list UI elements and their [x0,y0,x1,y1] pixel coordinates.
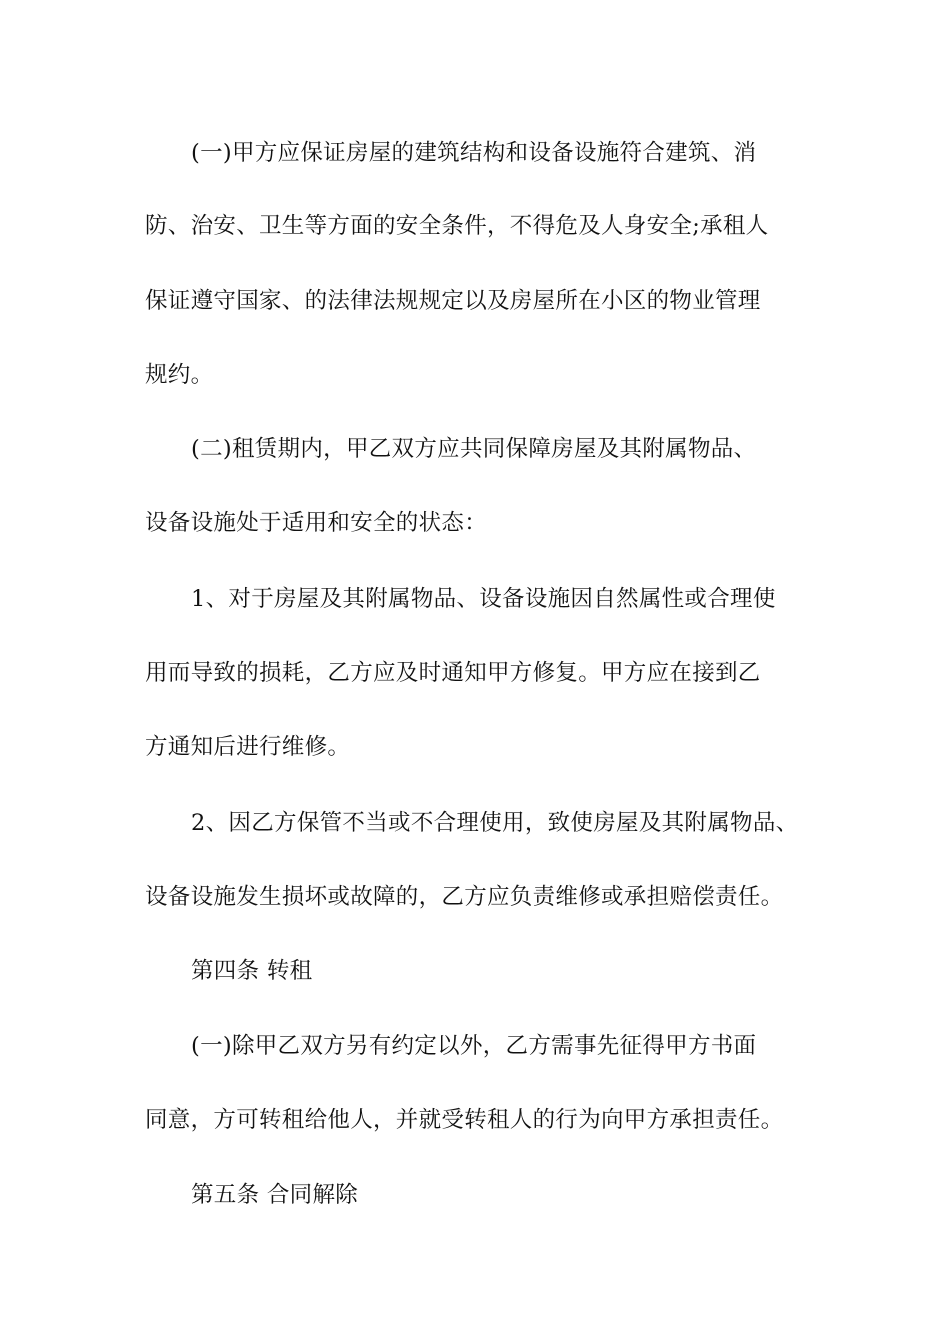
clause-2-paragraph-line-1: (二)租赁期内，甲乙双方应共同保障房屋及其附属物品、 [191,436,757,462]
clause-2-paragraph-line-2: 设备设施处于适用和安全的状态： [145,510,488,536]
clause-1-paragraph-line-1: (一)甲方应保证房屋的建筑结构和设备设施符合建筑、消 [191,140,757,166]
clause-1-paragraph-line-3: 保证遵守国家、的法律法规规定以及房屋所在小区的物业管理 [145,288,761,314]
item-2-paragraph-line-1: 2、因乙方保管不当或不合理使用，致使房屋及其附属物品、 [191,810,799,836]
item-1-paragraph-line-1: 1、对于房屋及其附属物品、设备设施因自然属性或合理使 [191,586,776,612]
item-1-paragraph-line-2: 用而导致的损耗，乙方应及时通知甲方修复。甲方应在接到乙 [145,660,761,686]
clause-1-paragraph-line-2: 防、治安、卫生等方面的安全条件，不得危及人身安全;承租人 [145,213,769,239]
article-4-heading: 第四条 转租 [191,958,313,984]
article-5-heading: 第五条 合同解除 [191,1182,359,1208]
article-4-paragraph-line-2: 同意，方可转租给他人，并就受转租人的行为向甲方承担责任。 [145,1107,784,1133]
item-2-paragraph-line-2: 设备设施发生损坏或故障的，乙方应负责维修或承担赔偿责任。 [145,884,784,910]
item-1-paragraph-line-3: 方通知后进行维修。 [145,734,351,760]
clause-1-paragraph-line-4: 规约。 [145,362,214,388]
article-4-paragraph-line-1: (一)除甲乙双方另有约定以外，乙方需事先征得甲方书面 [191,1033,757,1059]
